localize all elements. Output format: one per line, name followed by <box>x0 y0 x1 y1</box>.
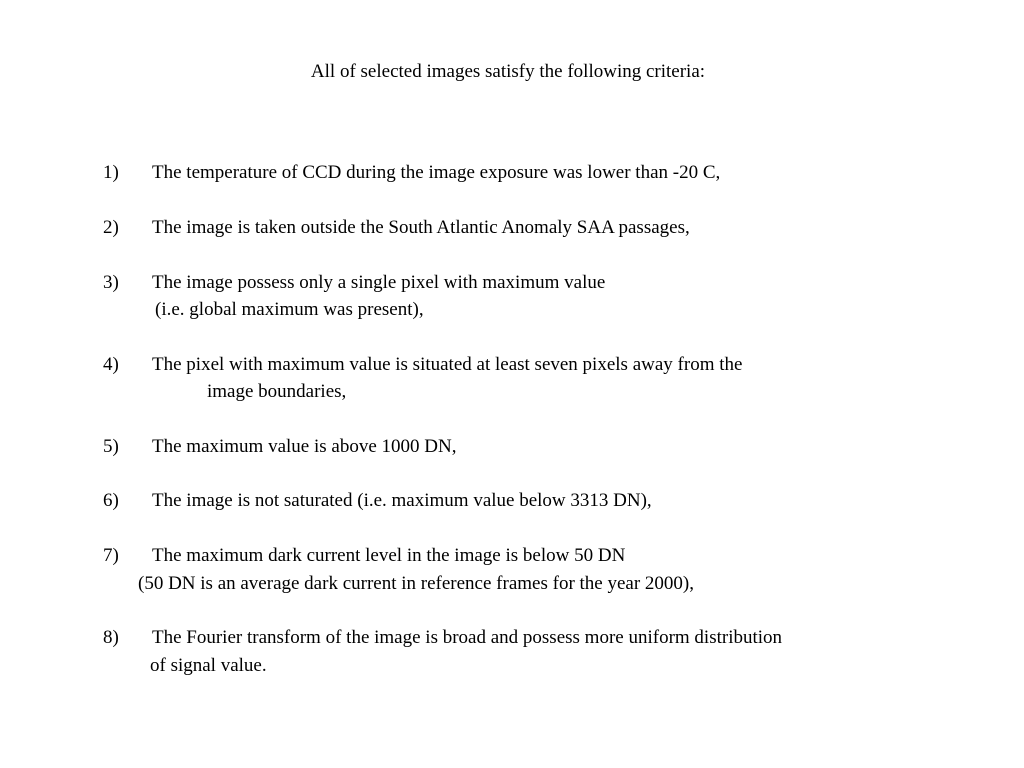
criterion-number: 5) <box>103 436 119 457</box>
criterion-number: 3) <box>103 272 119 293</box>
criterion-number: 2) <box>103 217 119 238</box>
criterion-text: The Fourier transform of the image is broad and possess more uniform distribution <box>152 627 783 648</box>
criterion-number: 8) <box>103 627 119 648</box>
criterion-text: The maximum value is above 1000 DN, <box>152 436 457 457</box>
criterion-number: 6) <box>103 490 119 511</box>
criterion-text: The image possess only a single pixel with maximum value <box>152 272 606 293</box>
criterion-text: The image is not saturated (i.e. maximum value below 3313 DN), <box>152 490 652 511</box>
criterion-text: The temperature of CCD during the image exposure was lower than -20 C, <box>152 162 721 183</box>
criterion-number: 7) <box>103 545 119 566</box>
criterion-number: 4) <box>103 354 119 375</box>
criterion-number: 1) <box>103 162 119 183</box>
criterion-text: The image is taken outside the South Atlantic Anomaly SAA passages, <box>152 217 690 238</box>
criterion-text: The maximum dark current level in the image is below 50 DN <box>152 545 626 566</box>
slide-title: All of selected images satisfy the following criteria: <box>310 61 706 82</box>
criterion-7-continuation: (50 DN is an average dark current in reference frames for the year 2000), <box>138 573 695 594</box>
criterion-3-continuation: (i.e. global maximum was present), <box>155 299 424 320</box>
criterion-8-continuation: of signal value. <box>150 655 267 676</box>
criterion-text: The pixel with maximum value is situated at least seven pixels away from the <box>152 354 743 375</box>
criterion-4-continuation: image boundaries, <box>207 381 347 402</box>
